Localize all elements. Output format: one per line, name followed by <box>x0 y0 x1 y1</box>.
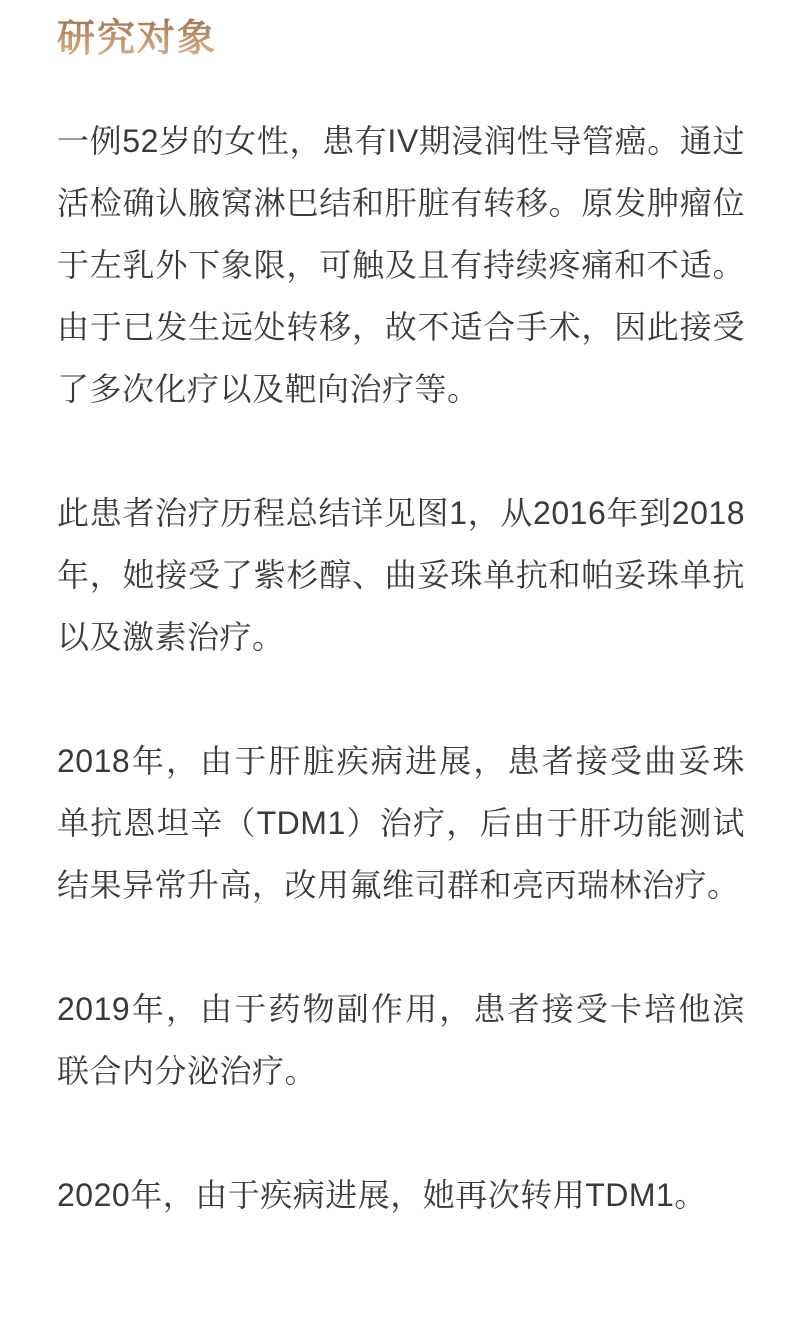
paragraph-treatment-2019: 2019年，由于药物副作用，患者接受卡培他滨联合内分泌治疗。 <box>57 991 745 1089</box>
paragraph-treatment-2020: 2020年，由于疾病进展，她再次转用TDM1。 <box>57 1177 707 1213</box>
paragraph-patient-overview: 一例52岁的女性，患有IV期浸润性导管癌。通过活检确认腋窝淋巴结和肝脏有转移。原发肿瘤位于左乳外下象限，可触及且有持续疼痛和不适。由于已发生远处转移，故不适合手术，因此接受了多次化疗以及靶向治疗等。 <box>57 123 745 407</box>
paragraph-treatment-2018: 2018年，由于肝脏疾病进展，患者接受曲妥珠单抗恩坦辛（TDM1）治疗，后由于肝功能测试结果异常升高，改用氟维司群和亮丙瑞林治疗。 <box>57 743 745 903</box>
paragraph-treatment-2016-2018: 此患者治疗历程总结详见图1，从2016年到2018年，她接受了紫杉醇、曲妥珠单抗和帕妥珠单抗以及激素治疗。 <box>57 495 745 655</box>
section-heading: 研究对象 <box>57 18 218 60</box>
article-body <box>57 110 745 1226</box>
